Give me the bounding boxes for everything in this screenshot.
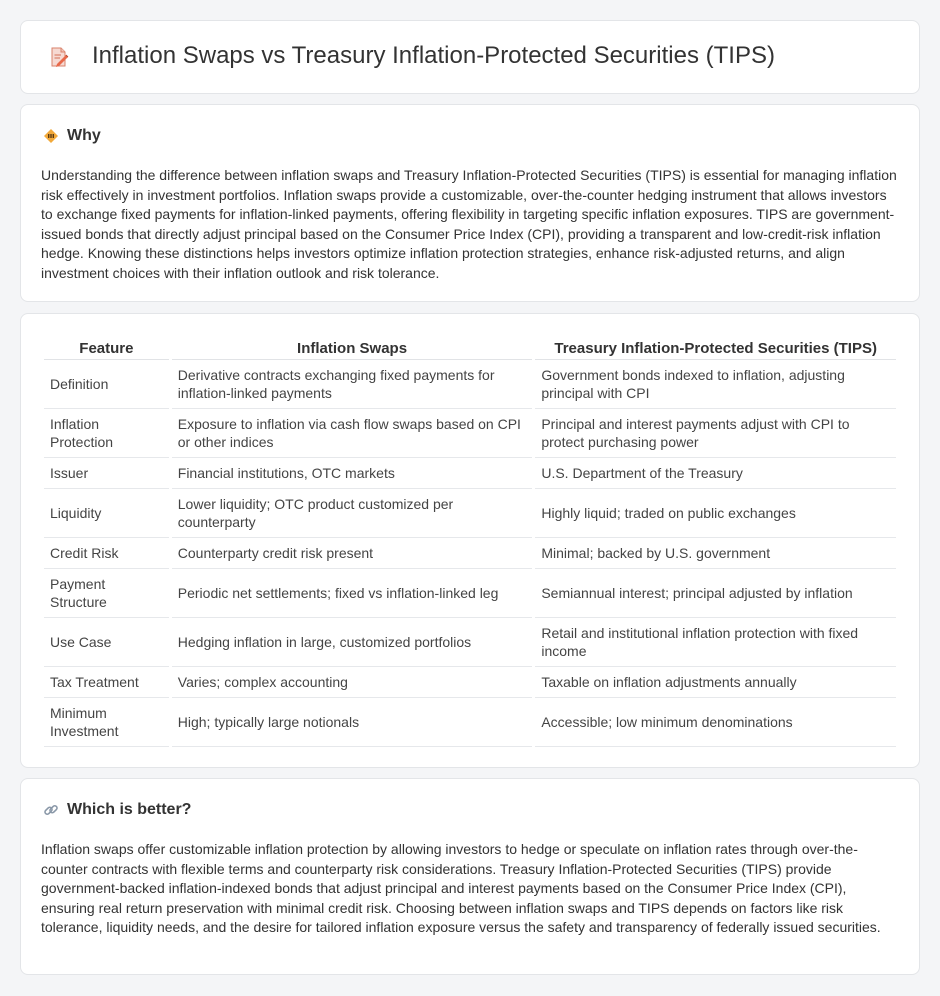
- better-heading-text: Which is better?: [67, 801, 192, 818]
- row-tips: Minimal; backed by U.S. government: [535, 538, 896, 569]
- table-row: [44, 489, 896, 538]
- row-swaps: Lower liquidity; OTC product customized per counterparty: [172, 489, 533, 538]
- row-feature: Minimum Investment: [44, 698, 169, 747]
- better-paragraph: Inflation swaps offer customizable inflation protection by allowing investors to hedge or speculate on inflation rates through over-the-counter contracts with flexible terms and counterparty risk considerations. Treasury Inflation-Protected Securities (TIPS) provide government-backed inflation-indexed bonds that adjust principal and interest payments based on the Consumer Price Index (CPI), ensuring real return preservation with minimal credit risk. Choosing between inflation swaps and TIPS depends on factors like risk tolerance, liquidity needs, and the desire for tailored inflation exposure versus the safety and transparency of federally issued securities.: [41, 841, 881, 935]
- comparison-table: [41, 334, 899, 747]
- row-feature: Tax Treatment: [44, 667, 169, 698]
- which-is-better-card: [20, 778, 920, 975]
- row-feature: Issuer: [44, 458, 169, 489]
- diamond-warning-icon: [43, 128, 59, 144]
- row-tips: Accessible; low minimum denominations: [535, 698, 896, 747]
- table-row: [44, 698, 896, 747]
- row-swaps: Financial institutions, OTC markets: [172, 458, 533, 489]
- row-swaps: Exposure to inflation via cash flow swaps based on CPI or other indices: [172, 409, 533, 458]
- table-row: [44, 458, 896, 489]
- row-swaps: High; typically large notionals: [172, 698, 533, 747]
- document-edit-icon: [48, 46, 70, 68]
- comparison-card: [20, 313, 920, 768]
- row-feature: Payment Structure: [44, 569, 169, 618]
- row-feature: Credit Risk: [44, 538, 169, 569]
- row-tips: U.S. Department of the Treasury: [535, 458, 896, 489]
- header-tips: Treasury Inflation-Protected Securities (TIPS): [535, 334, 896, 360]
- row-feature: Inflation Protection: [44, 409, 169, 458]
- table-row: [44, 360, 896, 409]
- row-swaps: Derivative contracts exchanging fixed payments for inflation-linked payments: [172, 360, 533, 409]
- row-tips: Government bonds indexed to inflation, adjusting principal with CPI: [535, 360, 896, 409]
- row-tips: Semiannual interest; principal adjusted by inflation: [535, 569, 896, 618]
- why-heading-text: Why: [67, 127, 101, 144]
- row-tips: Highly liquid; traded on public exchanges: [535, 489, 896, 538]
- table-row: [44, 667, 896, 698]
- row-feature: Liquidity: [44, 489, 169, 538]
- table-row: [44, 409, 896, 458]
- row-swaps: Hedging inflation in large, customized portfolios: [172, 618, 533, 667]
- row-feature: Use Case: [44, 618, 169, 667]
- row-swaps: Counterparty credit risk present: [172, 538, 533, 569]
- header-feature: Feature: [44, 334, 169, 360]
- table-row: [44, 618, 896, 667]
- link-icon: [43, 802, 59, 818]
- title-card: [20, 20, 920, 94]
- table-row: [44, 569, 896, 618]
- why-paragraph: Understanding the difference between inflation swaps and Treasury Inflation-Protected Securities (TIPS) is essential for managing inflation risk effectively in investment portfolios. Inflation swaps provide a customizable, over-the-counter hedging instrument that allows investors to exchange fixed payments for inflation-linked payments, offering flexibility in targeting specific inflation exposures. TIPS are government-issued bonds that directly adjust principal based on the Consumer Price Index (CPI), providing a transparent and low-credit-risk inflation hedge. Knowing these distinctions helps investors optimize inflation protection strategies, enhance risk-adjusted returns, and align investment choices with their inflation outlook and risk tolerance.: [41, 167, 897, 281]
- table-header-row: [44, 334, 896, 360]
- row-swaps: Periodic net settlements; fixed vs inflation-linked leg: [172, 569, 533, 618]
- page-title: Inflation Swaps vs Treasury Inflation-Protected Securities (TIPS): [92, 42, 775, 69]
- row-feature: Definition: [44, 360, 169, 409]
- row-tips: Retail and institutional inflation protection with fixed income: [535, 618, 896, 667]
- row-tips: Taxable on inflation adjustments annually: [535, 667, 896, 698]
- why-card: [20, 104, 920, 302]
- row-tips: Principal and interest payments adjust with CPI to protect purchasing power: [535, 409, 896, 458]
- why-heading: [43, 127, 101, 145]
- table-row: [44, 538, 896, 569]
- header-inflation-swaps: Inflation Swaps: [172, 334, 533, 360]
- row-swaps: Varies; complex accounting: [172, 667, 533, 698]
- better-heading: [43, 801, 191, 819]
